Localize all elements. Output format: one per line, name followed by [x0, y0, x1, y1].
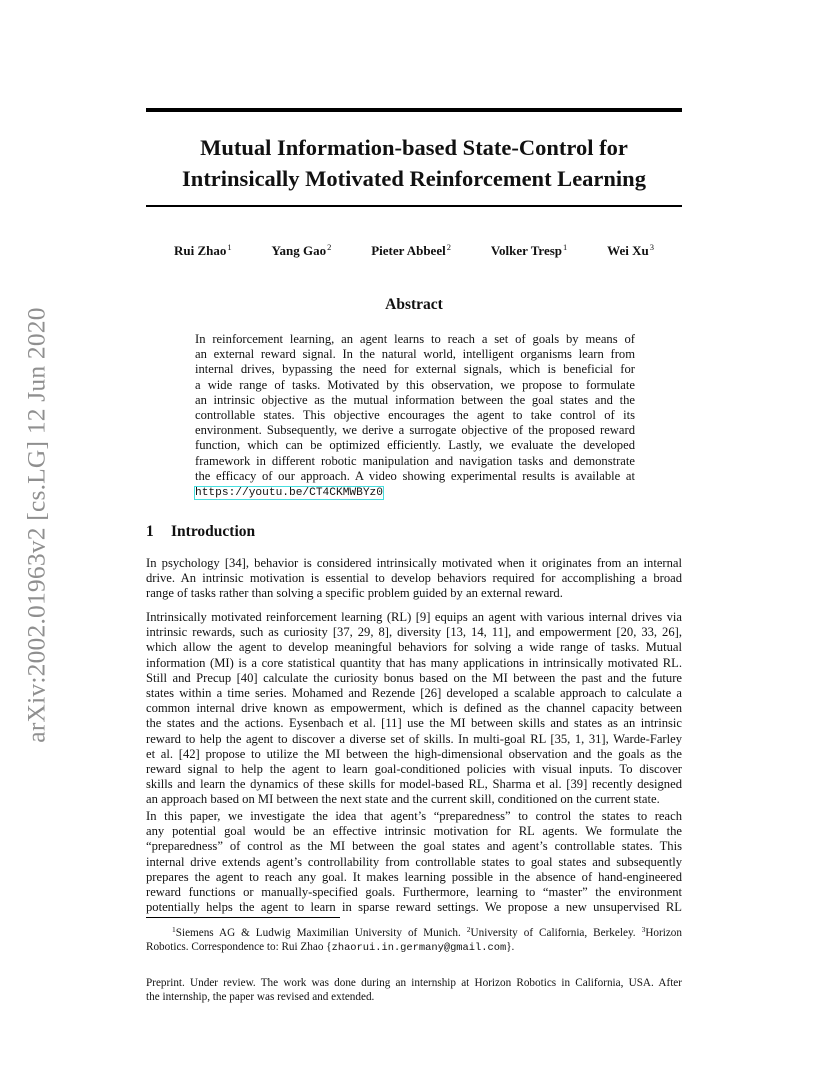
para-line: which allow the agent to develop meaningful behaviors for solving a wide range of tasks. Mutual [146, 640, 682, 655]
para-line: In this paper, we investigate the idea that agent’s “preparedness” to control the states to reach [146, 809, 682, 823]
para-line: Still and Precup [40] calculate the curiosity bonus based on the MI between the past and the future [146, 670, 682, 685]
preprint-note [146, 976, 682, 1004]
abstract-line: function, which can be optimized efficiently. Lastly, we evaluate the developed [195, 438, 635, 453]
title-bottom-rule [146, 205, 682, 207]
para-line: potentially helps the agent to learn in sparse reward settings. We propose a new unsupervised RL [146, 900, 682, 915]
section-number: 1 [146, 523, 154, 540]
author-list [146, 242, 682, 259]
abstract-body [195, 332, 635, 501]
para-line: drive. An intrinsic motivation is essential to develop behaviors required for accomplishing a broad [146, 571, 682, 586]
body-paragraph [146, 809, 682, 915]
para-line: “preparedness” of control as the MI between the goal states and agent’s controllable states. This [146, 839, 682, 854]
author: Yang Gao$^2$ [271, 242, 332, 258]
footnote-rule [146, 917, 340, 918]
author: Volker Tresp$^1$ [490, 242, 568, 258]
para-line: et al. [42] propose to utilize the MI between the high-dimensional observation and the goals as the [146, 746, 682, 761]
footnote-line: $^1$Siemens AG & Ludwig Maximilian University of Munich. $^2$University of California, Berkeley. $^3$Horizon [172, 925, 682, 939]
body-paragraph [146, 610, 682, 808]
section-title: Introduction [171, 523, 256, 540]
body-paragraph [146, 556, 682, 602]
abstract-line: a wide range of tasks. Motivated by this observation, we propose to formulate [195, 377, 635, 392]
affiliation-footnote [146, 923, 682, 955]
para-line: intrinsic rewards, such as curiosity [37, 29, 8], diversity [13, 14, 11], and empowerment [20, 33, 26], [146, 625, 682, 640]
title-line-2: Intrinsically Motivated Reinforcement Learning [182, 166, 646, 191]
correspondence-email[interactable]: zhaorui.in.germany@gmail.com [331, 942, 507, 954]
para-line: skills and learn the dynamics of these skills for model-based RL, Sharma et al. [39] recently designed [146, 777, 682, 792]
para-line: any potential goal would be an effective intrinsic motivation for RL agents. We formulate the [146, 824, 682, 839]
para-line: common internal drive known as empowerment, which is defined as the channel capacity between [146, 701, 682, 716]
abstract-line: In reinforcement learning, an agent learns to reach a set of goals by means of [195, 332, 635, 346]
abstract-line: the efficacy of our approach. A video showing experimental results is available at [195, 468, 635, 483]
author: Pieter Abbeel$^2$ [371, 242, 451, 258]
paper-title [146, 132, 682, 194]
footnote-line: Robotics. Correspondence to: Rui Zhao {zhaorui.in.germany@gmail.com}. [146, 941, 515, 954]
abstract-line: framework in different robotic manipulation and navigation tasks and demonstrate [195, 453, 635, 468]
abstract-heading: Abstract [385, 296, 443, 313]
author: Wei Xu$^3$ [607, 242, 654, 258]
para-line: Intrinsically motivated reinforcement learning (RL) [9] equips an agent with various internal drives via [146, 610, 682, 624]
title-line-1: Mutual Information-based State-Control for [200, 135, 628, 160]
abstract-line: environment. Subsequently, we derive a surrogate objective of the proposed reward [195, 423, 635, 438]
para-line: the states and the actions. Eysenbach et al. [11] use the MI between skills and states as an intrinsic [146, 716, 682, 731]
abstract-line: an external reward signal. In the natural world, intelligent organisms learn from [195, 347, 635, 362]
para-line: internal drive extends agent’s controllability from controllable states to goal states and subsequently [146, 854, 682, 869]
para-line: an approach based on MI between the next state and the current skill, conditioned on the current state. [146, 792, 660, 807]
author: Rui Zhao$^1$ [174, 242, 232, 258]
para-line: states within a time series. Mohamed and Rezende [26] developed a scalable approach to calculate a [146, 686, 682, 701]
section-heading [146, 523, 255, 541]
abstract-line: internal drives, bypassing the need for external signals, which is beneficial for [195, 362, 635, 377]
arxiv-side-stamp [22, 290, 52, 760]
abstract-line: an intrinsic objective as the mutual information between the goal states and the [195, 392, 635, 407]
video-link[interactable]: https://youtu.be/CT4CKMWBYz0 [195, 487, 383, 500]
preprint-line: the internship, the paper was revised and extended. [146, 991, 375, 1003]
para-line: range of tasks rather than solving a specific problem guided by an external reward. [146, 586, 563, 601]
title-top-rule [146, 108, 682, 112]
para-line: In psychology [34], behavior is considered intrinsically motivated when it originates from an internal [146, 556, 682, 570]
para-line: reward signal to help the agent to learn goal-conditioned policies with visual inputs. To discover [146, 762, 682, 777]
para-line: reward to help the agent to discover a diverse set of skills. In multi-goal RL [35, 1, 31], Warde-Farley [146, 731, 682, 746]
para-line: reward functions or manually-specified goals. Furthermore, learning to “master” the environment [146, 885, 682, 900]
arxiv-identifier[interactable]: arXiv:2002.01963v2 [cs.LG] 12 Jun 2020 [22, 307, 52, 743]
para-line: prepares the agent to reach any goal. It makes learning possible in the absence of hand-engineered [146, 869, 682, 884]
abstract-line: controllable states. This objective encourages the agent to take control of its [195, 408, 635, 423]
abstract-line [195, 484, 635, 501]
preprint-line: Preprint. Under review. The work was done during an internship at Horizon Robotics in California, USA. After [146, 977, 682, 989]
para-line: information (MI) is a core statistical quantity that has many applications in intrinsically motivated RL. [146, 655, 682, 670]
